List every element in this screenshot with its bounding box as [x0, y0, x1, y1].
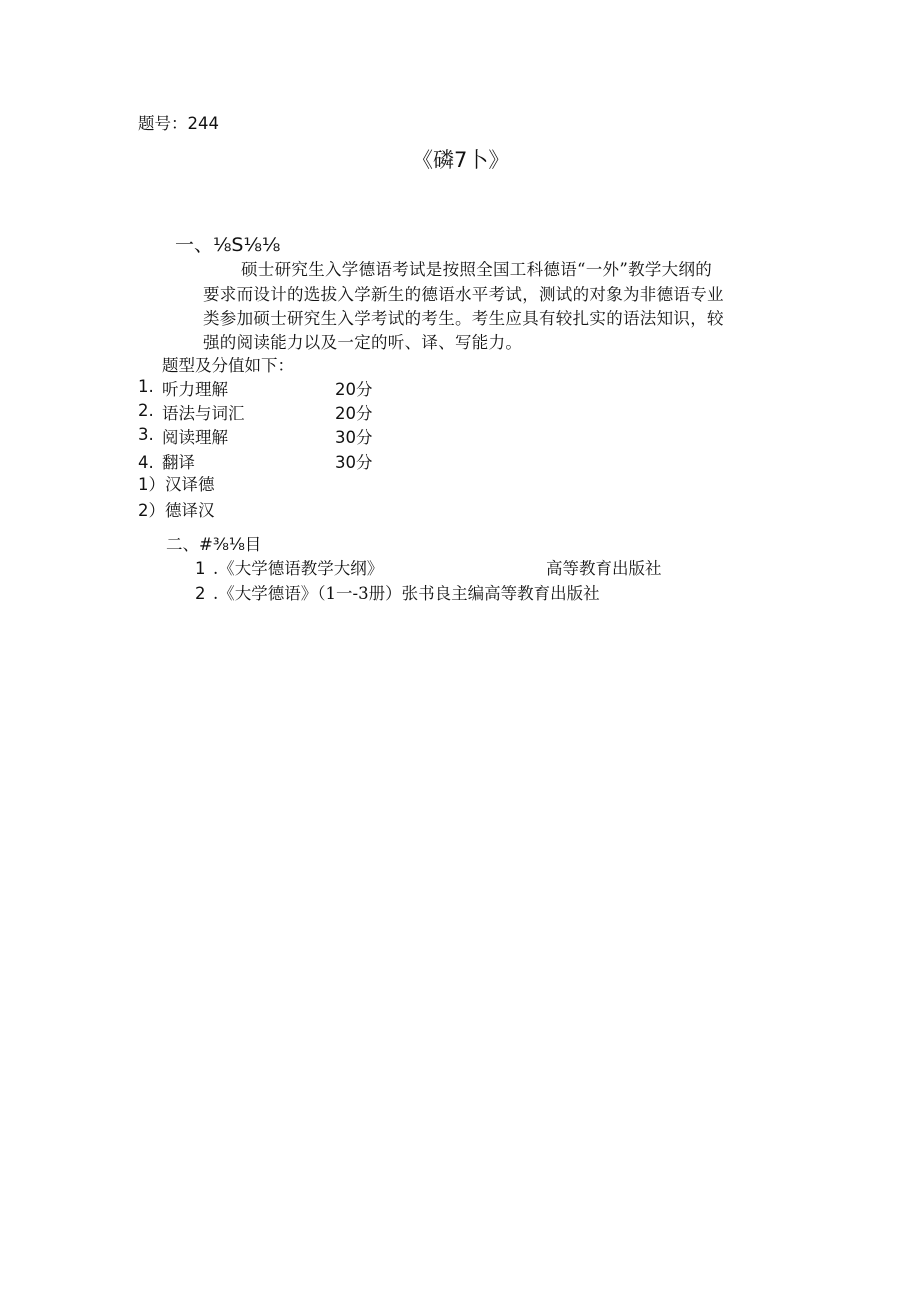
translation-subitem: 2）德译汉 [138, 501, 215, 520]
score-item-name: 语法与词汇 [162, 404, 245, 423]
translation-subitem: 1）汉译德 [138, 475, 215, 494]
exam-code: 题号：244 [138, 114, 219, 133]
score-item-number: 4. [138, 453, 154, 472]
paragraph-line: 强的阅读能力以及一定的听、译、写能力。 [203, 333, 523, 352]
score-item-name: 听力理解 [162, 380, 228, 399]
paragraph-line: 要求而设计的选拔入学新生的德语水平考试，测试的对象为非德语专业 [203, 285, 724, 304]
score-item-number: 3. [138, 425, 154, 444]
section2-heading: 二、#⅜⅛目 [166, 535, 262, 554]
reference-publisher: 高等教育出版社 [546, 559, 662, 578]
score-item-score: 20分 [335, 404, 373, 423]
score-item-score: 30分 [335, 428, 373, 447]
paragraph-line: 硕士研究生入学德语考试是按照全国工科德语“一外”教学大纲的 [241, 260, 713, 279]
reference-title: .《大学德语》（1一-3册）张书良主编高等教育出版社 [213, 584, 600, 603]
score-item-name: 翻译 [162, 453, 195, 472]
score-item-number: 1. [138, 377, 154, 396]
reference-title: .《大学德语教学大纲》 [213, 559, 384, 578]
reference-number: 2 [195, 584, 206, 603]
reference-number: 1 [195, 559, 206, 578]
section1-heading: 一、⅛S⅛⅛ [175, 234, 281, 256]
score-item-score: 30分 [335, 453, 373, 472]
paragraph-line: 类参加硕士研究生入学考试的考生。考生应具有较扎实的语法知识，较 [203, 309, 724, 328]
score-item-score: 20分 [335, 380, 373, 399]
document-title: 《磷7卜》 [412, 148, 510, 172]
score-item-name: 阅读理解 [162, 428, 228, 447]
score-intro: 题型及分值如下： [162, 356, 294, 375]
score-item-number: 2. [138, 401, 154, 420]
